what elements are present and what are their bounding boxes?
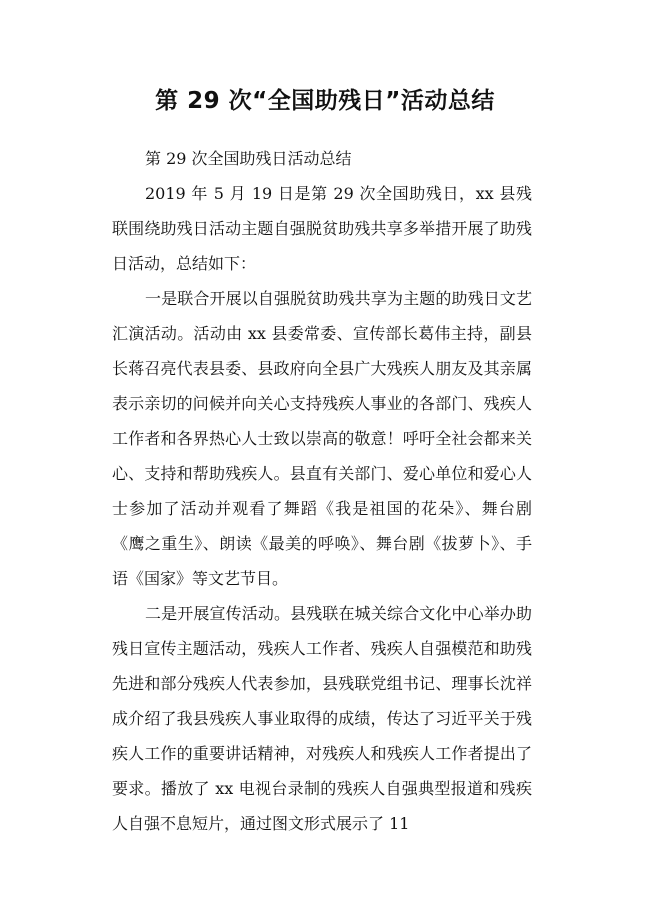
intro-paragraph: 2019 年 5 月 19 日是第 29 次全国助残日，xx 县残联围绕助残日活动主题自强脱贫助残共享多举措开展了助残日活动，总结如下： (112, 184, 532, 273)
performance-paragraph: 一是联合开展以自强脱贫助残共享为主题的助残日文艺汇演活动。活动由 xx 县委常委、宣传部长葛伟主持，副县长蒋召亮代表县委、县政府向全县广大残疾人朋友及其亲属表示亲切的问候并向关心支持残疾人事业的各部门、残疾人工作者和各界热心人士致以崇高的敬意！呼吁全社会都来关心、支持和帮助残疾人。县直有关部门、爱心单位和爱心人士参加了活动并观看了舞蹈《我是祖国的花朵》、舞台剧《鹰之重生》、朗读《最美的呼唤》、舞台剧《拔萝卜》、手语《国家》等文艺节目。 (112, 289, 532, 588)
subtitle-paragraph: 第 29 次全国助残日活动总结 (145, 149, 352, 168)
document-title: 第 29 次“全国助残日”活动总结 (155, 88, 495, 114)
document-body (112, 141, 532, 841)
publicity-paragraph: 二是开展宣传活动。县残联在城关综合文化中心举办助残日宣传主题活动，残疾人工作者、残疾人自强模范和助残先进和部分残疾人代表参加，县残联党组书记、理事长沈祥成介绍了我县残疾人事业取得的成绩，传达了习近平关于残疾人工作的重要讲话精神，对残疾人和残疾人工作者提出了要求。播放了 xx 电视台录制的残疾人自强典型报道和残疾人自强不息短片，通过图文形式展示了 11 (112, 604, 532, 833)
